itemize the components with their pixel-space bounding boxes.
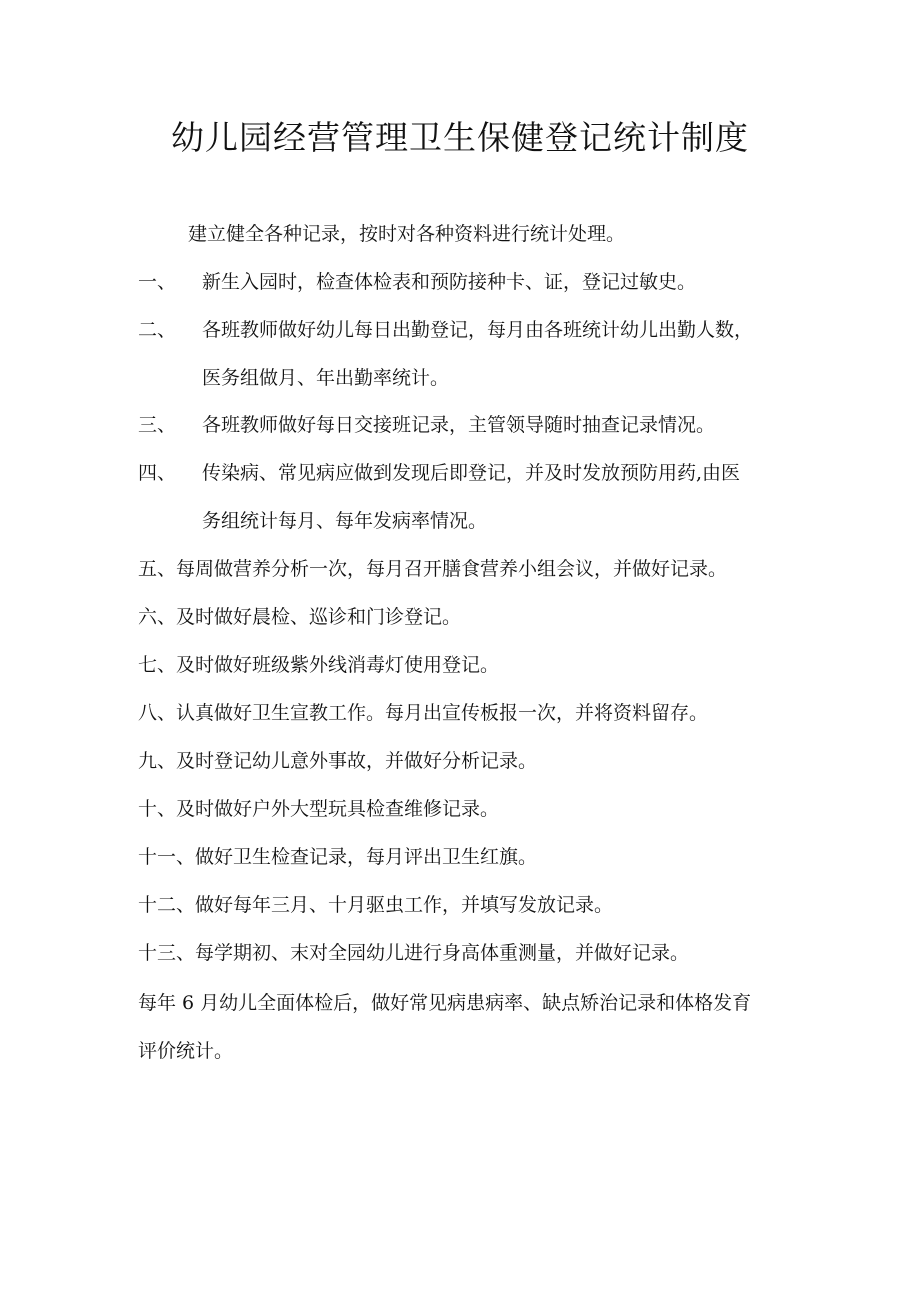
item-number: 十一、 — [138, 846, 196, 868]
list-item-4-continuation: 务组统计每月、每年发病率情况。 — [202, 510, 488, 532]
item-number: 一、 — [138, 271, 177, 293]
item-text: 新生入园时，检查体检表和预防接种卡、证，登记过敏史。 — [202, 271, 697, 293]
item-number: 二、 — [138, 319, 177, 341]
item-text: 及时做好班级紫外线消毒灯使用登记。 — [176, 654, 500, 676]
document-title: 幼儿园经营管理卫生保健登记统计制度 — [171, 118, 749, 157]
list-item-12 — [138, 893, 613, 917]
intro-paragraph: 建立健全各种记录，按时对各种资料进行统计处理。 — [188, 223, 626, 245]
item-text: 做好卫生检查记录，每月评出卫生红旗。 — [195, 846, 538, 868]
item-number: 九、 — [138, 750, 177, 772]
item-text: 及时登记幼儿意外事故，并做好分析记录。 — [176, 750, 538, 772]
final-paragraph-line-1: 每年 6 月幼儿全面体检后，做好常见病患病率、缺点矫治记录和体格发育 — [138, 992, 752, 1014]
list-item-10 — [138, 797, 499, 821]
item-text: 每学期初、末对全园幼儿进行身高体重测量，并做好记录。 — [195, 942, 690, 964]
item-text: 各班教师做好每日交接班记录，主管领导随时抽查记录情况。 — [202, 414, 716, 436]
list-item-2 — [138, 318, 753, 342]
item-text: 各班教师做好幼儿每日出勤登记，每月由各班统计幼儿出勤人数， — [202, 319, 754, 341]
item-number: 四、 — [138, 462, 177, 484]
item-number: 三、 — [138, 414, 177, 436]
item-text: 每周做营养分析一次，每月召开膳食营养小组会议，并做好记录。 — [176, 558, 728, 580]
item-number: 七、 — [138, 654, 177, 676]
item-number: 十三、 — [138, 942, 196, 964]
list-item-11 — [138, 845, 537, 869]
item-text: 及时做好户外大型玩具检查维修记录。 — [176, 798, 500, 820]
item-text: 及时做好晨检、巡诊和门诊登记。 — [176, 606, 462, 628]
list-item-8 — [138, 701, 708, 725]
list-item-5 — [138, 557, 727, 581]
list-item-3 — [138, 413, 715, 437]
item-number: 六、 — [138, 606, 177, 628]
list-item-1 — [138, 270, 696, 294]
list-item-2-continuation: 医务组做月、年出勤率统计。 — [202, 367, 450, 389]
item-number: 十、 — [138, 798, 177, 820]
item-text: 认真做好卫生宣教工作。每月出宣传板报一次，并将资料留存。 — [176, 702, 709, 724]
list-item-9 — [138, 749, 537, 773]
final-paragraph-line-2: 评价统计。 — [138, 1040, 234, 1062]
list-item-7 — [138, 653, 499, 677]
item-text: 做好每年三月、十月驱虫工作，并填写发放记录。 — [195, 894, 614, 916]
item-number: 五、 — [138, 558, 177, 580]
list-item-6 — [138, 605, 461, 629]
item-number: 八、 — [138, 702, 177, 724]
item-number: 十二、 — [138, 894, 196, 916]
list-item-4 — [138, 461, 740, 485]
list-item-13 — [138, 941, 689, 965]
item-text: 传染病、常见病应做到发现后即登记，并及时发放预防用药,由医 — [202, 462, 741, 484]
